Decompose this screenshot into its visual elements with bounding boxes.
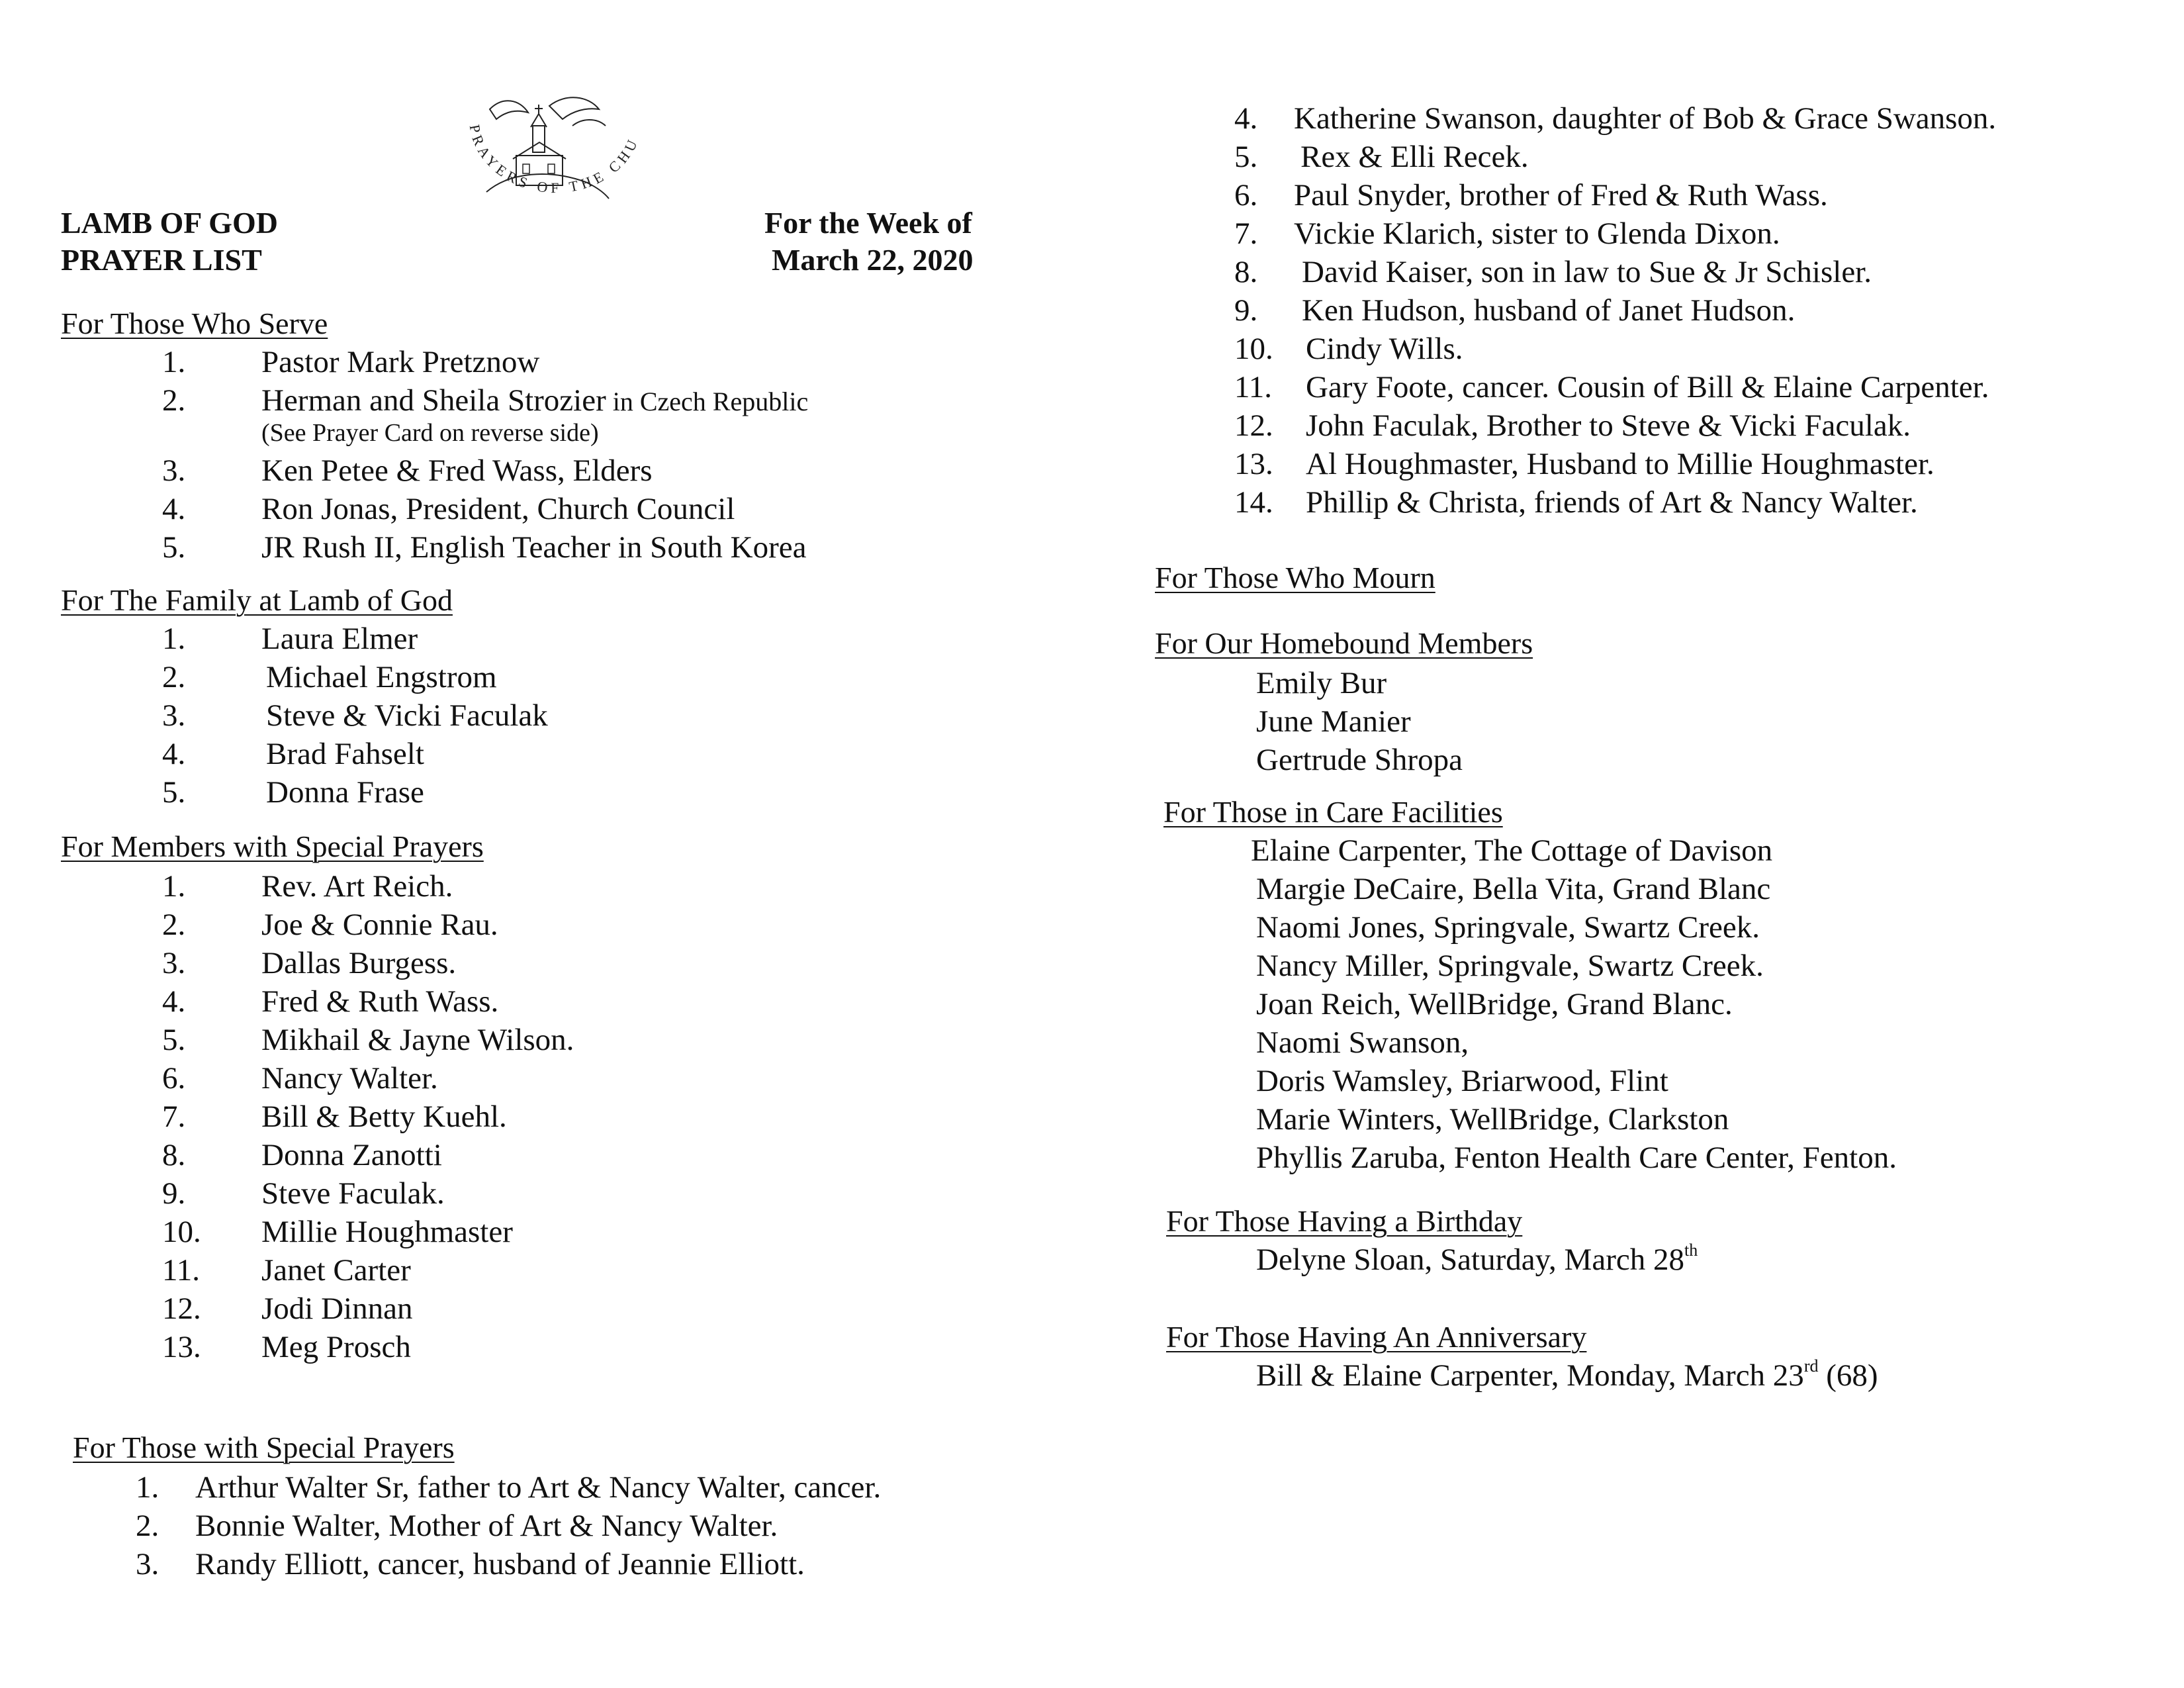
anniversary-text: Bill & Elaine Carpenter, Monday, March 23 [1256, 1358, 1804, 1393]
item-text: Fred & Ruth Wass. [261, 984, 499, 1019]
item-number: 2. [162, 383, 186, 418]
item-number: 11. [162, 1253, 201, 1288]
item-text: Steve & Vicki Faculak [266, 698, 548, 733]
item-text: Janet Carter [261, 1253, 411, 1288]
item-number: 5. [162, 1023, 186, 1057]
item-number: 2. [162, 908, 186, 942]
item-text: JR Rush II, English Teacher in South Korea [261, 530, 807, 565]
list-item: Gertrude Shropa [1256, 743, 1463, 777]
item-text: Herman and Sheila Strozier [261, 383, 606, 418]
item-text: Bonnie Walter, Mother of Art & Nancy Walter. [195, 1509, 778, 1543]
list-item: Phyllis Zaruba, Fenton Health Care Center, Fenton. [1256, 1141, 1897, 1175]
item-text: Vickie Klarich, sister to Glenda Dixon. [1294, 216, 1780, 251]
anniversary-years: (68) [1818, 1358, 1878, 1393]
item-text: Ken Hudson, husband of Janet Hudson. [1302, 293, 1796, 328]
item-number: 3. [162, 946, 186, 980]
section-heading-anniversary: For Those Having An Anniversary [1166, 1320, 1587, 1354]
item-number: 12. [1234, 408, 1273, 443]
item-text: Millie Houghmaster [261, 1215, 513, 1249]
ordinal-suffix: rd [1803, 1356, 1819, 1376]
item-number: 5. [162, 530, 186, 565]
item-number: 13. [1234, 447, 1273, 481]
item-number: 11. [1234, 370, 1273, 404]
item-text: Gary Foote, cancer. Cousin of Bill & Elaine Carpenter. [1306, 370, 1989, 404]
list-item: June Manier [1256, 704, 1411, 739]
item-text: John Faculak, Brother to Steve & Vicki Faculak. [1306, 408, 1911, 443]
list-item: Doris Wamsley, Briarwood, Flint [1256, 1064, 1668, 1098]
item-number: 1. [162, 869, 186, 904]
ordinal-suffix: th [1684, 1241, 1698, 1260]
item-text: Meg Prosch [261, 1330, 411, 1364]
item-text: Steve Faculak. [261, 1176, 445, 1211]
week-date: March 22, 2020 [772, 243, 974, 277]
item-number: 1. [162, 345, 186, 379]
item-number: 9. [162, 1176, 186, 1211]
anniversary-entry [1256, 1358, 1878, 1393]
section-heading-serve: For Those Who Serve [61, 306, 328, 340]
item-number: 8. [162, 1138, 186, 1172]
item-number: 4. [162, 737, 186, 771]
section-heading-care: For Those in Care Facilities [1163, 795, 1503, 829]
item-text: Ron Jonas, President, Church Council [261, 492, 735, 526]
list-item: Naomi Swanson, [1256, 1025, 1469, 1060]
item-number: 3. [136, 1547, 159, 1581]
item-text: Randy Elliott, cancer, husband of Jeannie Elliott. [195, 1547, 805, 1581]
item-text: Bill & Betty Kuehl. [261, 1100, 507, 1134]
item-number: 2. [162, 660, 186, 694]
item-text: Michael Engstrom [266, 660, 497, 694]
item-text: Donna Frase [266, 775, 424, 810]
list-item: Naomi Jones, Springvale, Swartz Creek. [1256, 910, 1760, 945]
item-text: Brad Fahselt [266, 737, 424, 771]
section-heading-mourn: For Those Who Mourn [1155, 561, 1435, 594]
svg-text:PRAYERS OF THE CHURCH: PRAYERS OF THE CHU [466, 123, 643, 197]
section-heading-members: For Members with Special Prayers [61, 829, 484, 863]
item-text: Arthur Walter Sr, father to Art & Nancy Walter, cancer. [195, 1470, 882, 1505]
item-number: 2. [136, 1509, 159, 1543]
item-number: 14. [1234, 485, 1273, 520]
list-item: Margie DeCaire, Bella Vita, Grand Blanc [1256, 872, 1771, 906]
prayers-of-the-church-logo [450, 93, 649, 245]
item-number: 13. [162, 1330, 201, 1364]
list-title-line1: LAMB OF GOD [61, 206, 278, 240]
item-number: 3. [162, 698, 186, 733]
list-item: Emily Bur [1256, 666, 1387, 700]
item-text: Joe & Connie Rau. [261, 908, 498, 942]
item-text: Donna Zanotti [261, 1138, 442, 1172]
item-text: Phillip & Christa, friends of Art & Nancy Walter. [1306, 485, 1918, 520]
item-number: 12. [162, 1291, 201, 1326]
item-number: 1. [136, 1470, 159, 1505]
item-text: Rex & Elli Recek. [1300, 140, 1529, 174]
week-label: For the Week of [764, 206, 972, 240]
item-number: 10. [162, 1215, 201, 1249]
item-number: 4. [162, 984, 186, 1019]
birthday-text: Delyne Sloan, Saturday, March 28 [1256, 1243, 1684, 1277]
item-text: Katherine Swanson, daughter of Bob & Grace Swanson. [1294, 101, 1997, 136]
section-heading-family: For The Family at Lamb of God [61, 583, 453, 617]
list-item: Nancy Miller, Springvale, Swartz Creek. [1256, 949, 1764, 983]
item-text: Al Houghmaster, Husband to Millie Houghmaster. [1306, 447, 1934, 481]
item-number: 3. [162, 453, 186, 488]
section-heading-homebound: For Our Homebound Members [1155, 626, 1533, 660]
item-text: Mikhail & Jayne Wilson. [261, 1023, 574, 1057]
item-number: 6. [1234, 178, 1258, 212]
item-text: Jodi Dinnan [261, 1291, 413, 1326]
item-number: 7. [1234, 216, 1258, 251]
item-text: David Kaiser, son in law to Sue & Jr Schisler. [1302, 255, 1872, 289]
item-text: Cindy Wills. [1306, 332, 1463, 366]
item-location: in Czech Republic [606, 387, 809, 416]
item-number: 4. [1234, 101, 1258, 136]
item-number: 1. [162, 622, 186, 656]
item-number: 7. [162, 1100, 186, 1134]
list-item: Marie Winters, WellBridge, Clarkston [1256, 1102, 1729, 1137]
item-number: 6. [162, 1061, 186, 1096]
section-heading-birthday: For Those Having a Birthday [1166, 1204, 1523, 1238]
item-number: 9. [1234, 293, 1258, 328]
item-text: Paul Snyder, brother of Fred & Ruth Wass. [1294, 178, 1828, 212]
item-number: 5. [1234, 140, 1258, 174]
item-number: 4. [162, 492, 186, 526]
item-text: Laura Elmer [261, 622, 418, 656]
list-title-line2: PRAYER LIST [61, 243, 262, 277]
item-number: 8. [1234, 255, 1258, 289]
item-number: 5. [162, 775, 186, 810]
section-heading-special: For Those with Special Prayers [73, 1430, 455, 1464]
item-text: Pastor Mark Pretznow [261, 345, 540, 379]
list-item: Joan Reich, WellBridge, Grand Blanc. [1256, 987, 1733, 1021]
birthday-entry [1256, 1242, 1698, 1278]
item-text: Dallas Burgess. [261, 946, 457, 980]
item-text: Rev. Art Reich. [261, 869, 453, 904]
item-number: 10. [1234, 332, 1273, 366]
item-text: Ken Petee & Fred Wass, Elders [261, 453, 653, 488]
church-dove-icon [450, 93, 649, 245]
item-text: Nancy Walter. [261, 1061, 438, 1096]
list-item: Elaine Carpenter, The Cottage of Davison [1251, 833, 1773, 868]
prayer-card-note: (See Prayer Card on reverse side) [261, 419, 599, 447]
